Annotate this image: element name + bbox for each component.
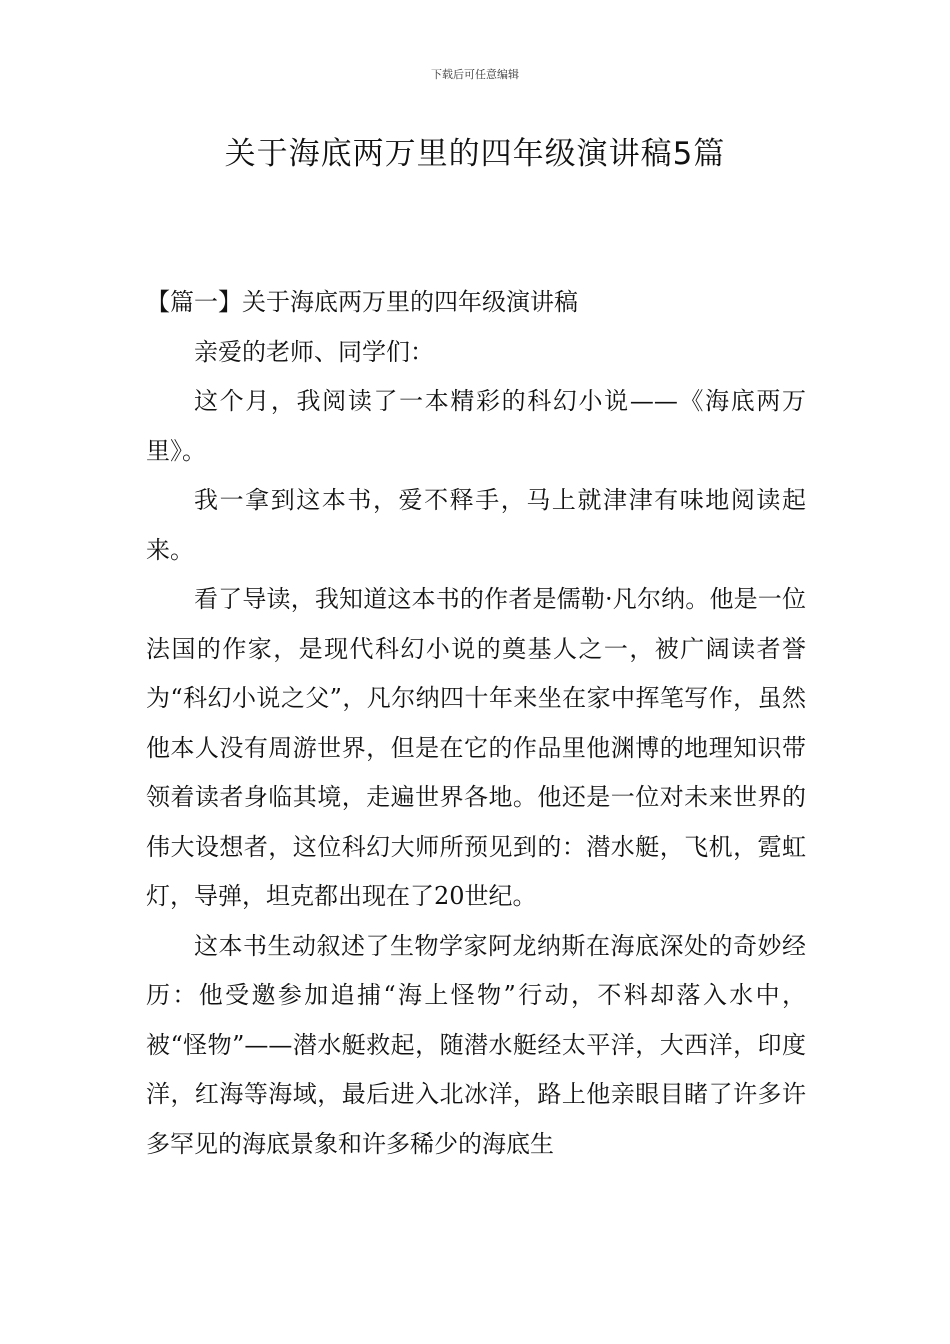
paragraph: 这本书生动叙述了生物学家阿龙纳斯在海底深处的奇妙经历：他受邀参加追捕“海上怪物”行动，不料却落入水中，被“怪物”——潜水艇救起，随潜水艇经太平洋，大西洋，印度洋，红海等海域，最后进入北冰洋，路上他亲眼目睹了许多许多罕见的海底景象和许多稀少的海底生 xyxy=(146,931,806,1158)
document-title: 关于海底两万里的四年级演讲稿5篇 xyxy=(224,136,726,172)
section-heading: 【篇一】关于海底两万里的四年级演讲稿 xyxy=(146,288,578,316)
paragraph-greeting: 亲爱的老师、同学们： xyxy=(194,337,434,366)
paragraph: 我一拿到这本书，爱不释手，马上就津津有味地阅读起来。 xyxy=(146,486,806,564)
paragraph: 看了导读，我知道这本书的作者是儒勒·凡尔纳。他是一位法国的作家，是现代科幻小说的奠基人之一，被广阔读者誉为“科幻小说之父”，凡尔纳四十年来坐在家中挥笔写作，虽然他本人没有周游世界，但是在它的作品里他渊博的地理知识带领着读者身临其境，走遍世界各地。他还是一位对未来世界的伟大设想者，这位科幻大师所预见到的：潜水艇，飞机，霓虹灯，导弹，坦克都出现在了20世纪。 xyxy=(146,585,806,910)
paragraph: 这个月，我阅读了一本精彩的科幻小说——《海底两万里》。 xyxy=(146,387,806,465)
document-body xyxy=(146,278,806,1169)
header-note: 下载后可任意编辑 xyxy=(431,68,519,81)
